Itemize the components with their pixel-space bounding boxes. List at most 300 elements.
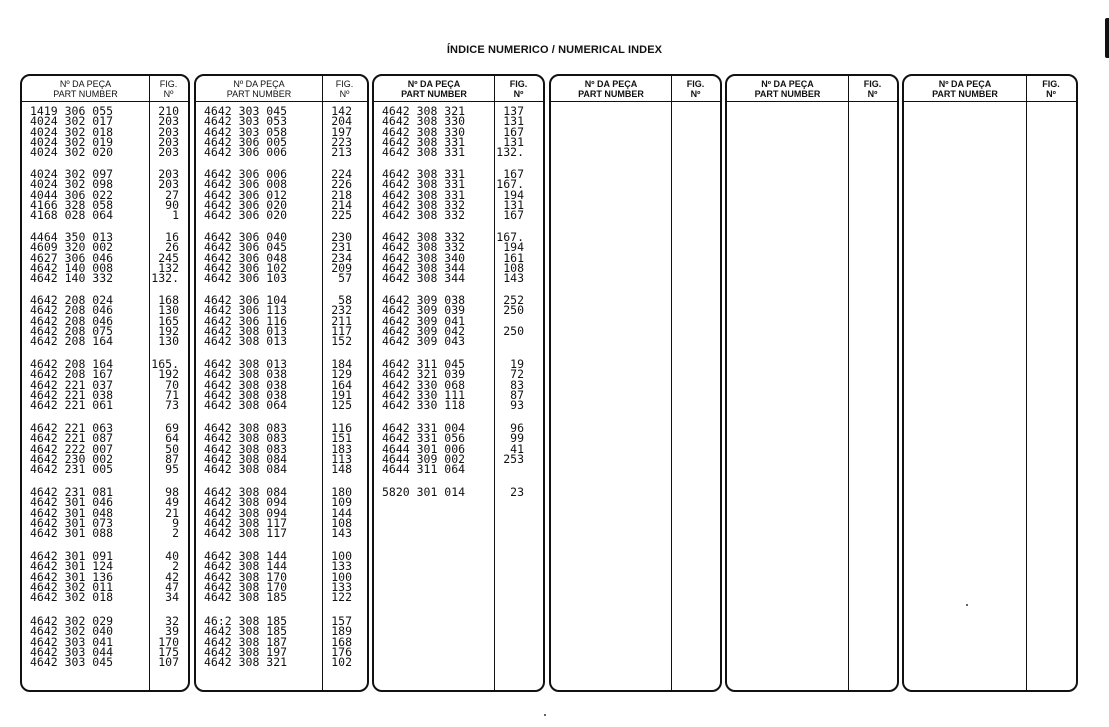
- index-row: [22, 398, 188, 413]
- index-row: [196, 462, 367, 477]
- part-number: 4642 208 164: [30, 334, 114, 349]
- fig-number: 225: [331, 208, 352, 223]
- fig-number: 234: [331, 250, 352, 265]
- part-number: 4642 308 084: [204, 451, 288, 466]
- part-number: 4642 301 073: [30, 515, 114, 530]
- fig-number: 252: [503, 293, 524, 307]
- entry-group: [374, 167, 543, 223]
- part-number: 4642 230 002: [30, 451, 114, 466]
- index-row: [374, 271, 543, 286]
- fig-number: 73: [165, 398, 179, 413]
- index-column-6: [902, 74, 1078, 692]
- entry-group: [22, 614, 188, 670]
- entry-group: [22, 167, 188, 223]
- fig-number: 132.: [151, 271, 179, 286]
- part-number: 4642 308 332: [382, 230, 466, 244]
- index-row: [22, 145, 188, 160]
- entry-group: [22, 549, 188, 605]
- fig-number: 40: [165, 549, 179, 563]
- fig-number: 250: [503, 323, 524, 338]
- part-number: 4642 308 332: [382, 197, 466, 212]
- fig-number: 69: [165, 421, 179, 435]
- part-number: 4642 308 185: [204, 624, 288, 639]
- fig-number: 87: [510, 387, 524, 402]
- fig-number: 191: [331, 387, 352, 402]
- entry-group: [196, 167, 367, 223]
- part-number: 4642 306 104: [204, 293, 288, 307]
- column-divider: [848, 76, 849, 690]
- part-number: 4642 308 038: [204, 377, 288, 392]
- fig-header-no: Nº: [513, 89, 524, 99]
- part-number: 4642 308 038: [204, 367, 288, 382]
- fig-number: 125: [331, 398, 352, 413]
- index-column-1: [20, 74, 190, 692]
- part-number: 4627 306 046: [30, 250, 114, 265]
- part-number: 4642 308 331: [382, 177, 466, 192]
- fig-number: 183: [331, 441, 352, 456]
- part-number: 4642 308 197: [204, 644, 288, 659]
- fig-number: 122: [331, 590, 352, 605]
- fig-number: 167.: [496, 177, 524, 192]
- part-number: 4642 308 340: [382, 250, 466, 265]
- part-number: 4644 311 064: [382, 462, 466, 477]
- index-row: [374, 334, 543, 349]
- part-number: 4642 308 083: [204, 431, 288, 446]
- fig-number: 26: [165, 240, 179, 255]
- fig-number: 108: [331, 515, 352, 530]
- fig-number: 167: [503, 208, 524, 223]
- part-number: 4642 308 331: [382, 145, 466, 160]
- page-edge-mark: [1105, 18, 1109, 58]
- part-number: 4642 308 083: [204, 421, 288, 435]
- part-number-header: [727, 79, 848, 99]
- part-number-header-en: PART NUMBER: [53, 89, 118, 99]
- part-number: 4642 308 094: [204, 505, 288, 520]
- index-row: [22, 462, 188, 477]
- fig-number: 230: [331, 230, 352, 244]
- part-number: 4642 331 056: [382, 431, 466, 446]
- fig-number: 133: [331, 579, 352, 594]
- entry-group: [22, 293, 188, 349]
- part-number: 4609 320 002: [30, 240, 114, 255]
- fig-number: 165.: [151, 357, 179, 371]
- fig-number: 34: [165, 590, 179, 605]
- part-number: 4642 306 005: [204, 134, 288, 149]
- part-number: 4642 308 084: [204, 462, 288, 477]
- fig-number: 93: [510, 398, 524, 413]
- index-row: [196, 208, 367, 223]
- fig-header-no: Nº: [867, 89, 878, 99]
- part-number-header-en: PART NUMBER: [754, 89, 821, 99]
- part-number: 4024 302 018: [30, 124, 114, 139]
- entry-group: [374, 104, 543, 160]
- index-column-5: [725, 74, 899, 692]
- part-number: 4642 330 068: [382, 377, 466, 392]
- part-number: 4642 303 044: [30, 644, 114, 659]
- part-number: 4642 306 008: [204, 177, 288, 192]
- fig-number-header: [322, 79, 367, 99]
- fig-number: 129: [331, 367, 352, 382]
- part-number: 4642 302 040: [30, 624, 114, 639]
- part-number-header-pt: Nº DA PEÇA: [407, 79, 461, 89]
- part-number-header: [22, 79, 149, 99]
- fig-number: 132.: [496, 145, 524, 160]
- fig-number: 180: [331, 485, 352, 499]
- part-number: 4642 308 185: [204, 590, 288, 605]
- fig-number: 203: [158, 114, 179, 129]
- fig-number: 203: [158, 134, 179, 149]
- part-number: 4642 301 124: [30, 559, 114, 574]
- fig-number: 253: [503, 451, 524, 466]
- fig-number: 168: [331, 634, 352, 649]
- fig-header-no: Nº: [690, 89, 701, 99]
- fig-number: 226: [331, 177, 352, 192]
- part-number: 4644 301 006: [382, 441, 466, 456]
- fig-number: 32: [165, 614, 179, 628]
- part-number-header: [904, 79, 1026, 99]
- part-number: 4166 328 058: [30, 197, 114, 212]
- fig-number: 42: [165, 569, 179, 584]
- fig-number: 223: [331, 134, 352, 149]
- fig-number: 165: [158, 313, 179, 328]
- speck: [544, 714, 546, 716]
- fig-number: 113: [331, 451, 352, 466]
- part-number: 4642 208 167: [30, 367, 114, 382]
- fig-number: 64: [165, 431, 179, 446]
- fig-number: 194: [503, 240, 524, 255]
- part-number: 4642 330 118: [382, 398, 466, 413]
- fig-number: 143: [331, 526, 352, 541]
- fig-number-header: [494, 79, 543, 99]
- entry-group: [374, 230, 543, 286]
- fig-number: 41: [510, 441, 524, 456]
- fig-number: 211: [331, 313, 352, 328]
- fig-number: 90: [165, 197, 179, 212]
- part-number: 4024 302 098: [30, 177, 114, 192]
- part-number-header: [196, 79, 322, 99]
- entry-group: [196, 357, 367, 413]
- part-number: 4642 208 046: [30, 313, 114, 328]
- fig-number: 157: [331, 614, 352, 628]
- part-number: 4642 308 117: [204, 515, 288, 530]
- index-row: [374, 145, 543, 160]
- fig-number: 167.: [496, 230, 524, 244]
- fig-number: 16: [165, 230, 179, 244]
- part-number: 4642 306 116: [204, 313, 288, 328]
- part-number: 4044 306 022: [30, 187, 114, 202]
- part-number: 4644 309 002: [382, 451, 466, 466]
- fig-number: 96: [510, 421, 524, 435]
- part-number: 4642 221 037: [30, 377, 114, 392]
- entry-group: [196, 293, 367, 349]
- fig-number-header: [149, 79, 188, 99]
- index-row: [22, 208, 188, 223]
- fig-number: 116: [331, 421, 352, 435]
- entry-group: [374, 357, 543, 413]
- fig-number: 189: [331, 624, 352, 639]
- part-number-header-pt: Nº DA PEÇA: [761, 79, 814, 89]
- fig-number: 109: [331, 495, 352, 510]
- fig-number: 204: [331, 114, 352, 129]
- fig-number: 72: [510, 367, 524, 382]
- part-number-header-en: PART NUMBER: [578, 89, 644, 99]
- header-rule: [904, 101, 1076, 102]
- fig-number: 2: [172, 559, 179, 574]
- fig-number: 107: [158, 655, 179, 670]
- fig-number-header: [1026, 79, 1076, 99]
- part-number: 4642 208 075: [30, 323, 114, 338]
- index-row: [196, 398, 367, 413]
- index-row: [196, 655, 367, 670]
- part-number: 4642 308 094: [204, 495, 288, 510]
- fig-number: 192: [158, 367, 179, 382]
- part-number: 4642 308 038: [204, 387, 288, 402]
- fig-number: 152: [331, 334, 352, 349]
- fig-header-label: FIG.: [335, 79, 354, 89]
- part-number: 4642 331 004: [382, 421, 466, 435]
- fig-number: 245: [158, 250, 179, 265]
- part-number-header-en: PART NUMBER: [932, 89, 998, 99]
- index-row: [22, 271, 188, 286]
- part-number: 4642 308 170: [204, 579, 288, 594]
- fig-number: 192: [158, 323, 179, 338]
- part-number: 1419 306 055: [30, 104, 114, 118]
- fig-number: 1: [172, 208, 179, 223]
- part-number: 4642 308 083: [204, 441, 288, 456]
- part-number: 4642 308 331: [382, 167, 466, 181]
- fig-number: 87: [165, 451, 179, 466]
- part-number: 4642 303 053: [204, 114, 288, 129]
- part-number: 4642 308 144: [204, 559, 288, 574]
- part-number-header: [551, 79, 671, 99]
- column-divider: [1026, 76, 1027, 690]
- part-number: 4642 309 042: [382, 323, 466, 338]
- part-number: 46:2 308 185: [204, 614, 288, 628]
- entry-group: [196, 485, 367, 541]
- fig-number: 232: [331, 303, 352, 318]
- part-number: 4642 308 330: [382, 114, 466, 129]
- fig-number: 50: [165, 441, 179, 456]
- part-number: 4642 308 084: [204, 485, 288, 499]
- index-row: [196, 271, 367, 286]
- index-row: [374, 208, 543, 223]
- part-number: 4642 231 081: [30, 485, 114, 499]
- fig-header-label: FIG.: [686, 79, 705, 89]
- index-row: [196, 526, 367, 541]
- part-number: 4642 309 041: [382, 313, 466, 328]
- fig-number: 148: [331, 462, 352, 477]
- index-row: [22, 334, 188, 349]
- fig-number: 102: [331, 655, 352, 670]
- part-number: 4642 221 087: [30, 431, 114, 446]
- fig-number: 58: [338, 293, 352, 307]
- index-row: [374, 462, 543, 477]
- index-row: [374, 398, 543, 413]
- entry-group: [374, 293, 543, 349]
- part-number: 4642 231 005: [30, 462, 114, 477]
- part-number: 4642 330 111: [382, 387, 466, 402]
- fig-number: 231: [331, 240, 352, 255]
- part-number: 4642 140 332: [30, 271, 114, 286]
- entry-group: [22, 104, 188, 160]
- fig-header-label: FIG.: [863, 79, 882, 89]
- index-row: [374, 487, 543, 497]
- part-number: 5820 301 014: [382, 485, 466, 499]
- part-number: 4642 309 043: [382, 334, 466, 349]
- page-title: ÍNDICE NUMERICO / NUMERICAL INDEX: [446, 44, 663, 56]
- part-number: 4642 308 321: [382, 104, 466, 118]
- header-rule: [727, 101, 897, 102]
- fig-header-label: FIG.: [159, 79, 178, 89]
- part-number: 4642 306 012: [204, 187, 288, 202]
- fig-number: 131: [503, 197, 524, 212]
- index-column-2: [194, 74, 369, 692]
- fig-number: 27: [165, 187, 179, 202]
- part-number: 4642 306 048: [204, 250, 288, 265]
- fig-number: 98: [165, 485, 179, 499]
- part-number: 4642 308 331: [382, 134, 466, 149]
- part-number: 4642 302 011: [30, 579, 114, 594]
- fig-number: 57: [338, 271, 352, 286]
- fig-number: 161: [503, 250, 524, 265]
- part-number: 4024 302 019: [30, 134, 114, 149]
- fig-number: 209: [331, 260, 352, 275]
- fig-number: 47: [165, 579, 179, 594]
- index-row: [196, 145, 367, 160]
- part-number: 4464 350 013: [30, 230, 114, 244]
- part-number: 4642 308 332: [382, 208, 466, 223]
- part-number: 4024 302 097: [30, 167, 114, 181]
- fig-number: 168: [158, 293, 179, 307]
- fig-number: 71: [165, 387, 179, 402]
- fig-number: 49: [165, 495, 179, 510]
- part-number: 4642 308 117: [204, 526, 288, 541]
- part-number: 4642 222 007: [30, 441, 114, 456]
- entry-group: [374, 421, 543, 477]
- fig-number: 130: [158, 334, 179, 349]
- index-row: [196, 334, 367, 349]
- part-number: 4642 303 045: [30, 655, 114, 670]
- part-number: 4642 221 063: [30, 421, 114, 435]
- fig-number: 99: [510, 431, 524, 446]
- entry-group: [196, 230, 367, 286]
- part-number: 4642 221 038: [30, 387, 114, 402]
- fig-number: 184: [331, 357, 352, 371]
- fig-header-label: FIG.: [1042, 79, 1060, 89]
- fig-number: 137: [503, 104, 524, 118]
- part-number: 4642 208 046: [30, 303, 114, 318]
- part-number: 4642 308 170: [204, 569, 288, 584]
- fig-number: 95: [165, 462, 179, 477]
- fig-number: 23: [510, 485, 524, 499]
- entry-group: [196, 614, 367, 670]
- part-number: 4642 308 144: [204, 549, 288, 563]
- part-number: 4642 308 332: [382, 240, 466, 255]
- fig-number: 167: [503, 124, 524, 139]
- part-number-header: [374, 79, 494, 99]
- fig-number: 9: [172, 515, 179, 530]
- header-rule: [551, 101, 720, 102]
- fig-number: 167: [503, 167, 524, 181]
- part-number-header-pt: Nº DA PEÇA: [59, 79, 112, 89]
- part-number: 4168 028 064: [30, 208, 114, 223]
- fig-number: 144: [331, 505, 352, 520]
- index-column-4: [549, 74, 722, 692]
- part-number: 4642 308 344: [382, 271, 466, 286]
- part-number: 4642 306 113: [204, 303, 288, 318]
- entry-group: [196, 549, 367, 605]
- fig-number: 194: [503, 187, 524, 202]
- fig-number: 117: [331, 323, 352, 338]
- part-number-header-pt: Nº DA PEÇA: [584, 79, 638, 89]
- index-column-3: [372, 74, 545, 692]
- fig-number: 131: [503, 114, 524, 129]
- fig-number: 70: [165, 377, 179, 392]
- part-number: 4642 301 136: [30, 569, 114, 584]
- part-number: 4642 301 091: [30, 549, 114, 563]
- part-number: 4642 303 041: [30, 634, 114, 649]
- part-number: 4642 321 039: [382, 367, 466, 382]
- header-rule: [196, 101, 367, 102]
- header-rule: [374, 101, 543, 102]
- part-number: 4642 306 045: [204, 240, 288, 255]
- fig-number: 176: [331, 644, 352, 659]
- part-number-header-pt: Nº DA PEÇA: [233, 79, 285, 89]
- entry-group: [196, 104, 367, 160]
- fig-number: 108: [503, 260, 524, 275]
- fig-number: 175: [158, 644, 179, 659]
- part-number: 4642 301 088: [30, 526, 114, 541]
- part-number: 4642 308 187: [204, 634, 288, 649]
- fig-number: 132: [158, 260, 179, 275]
- fig-number: 214: [331, 197, 352, 212]
- fig-number: 170: [158, 634, 179, 649]
- part-number: 4642 308 321: [204, 655, 288, 670]
- entry-group: [22, 230, 188, 286]
- part-number: 4642 309 039: [382, 303, 466, 318]
- part-number: 4642 308 064: [204, 398, 288, 413]
- part-number: 4642 308 331: [382, 187, 466, 202]
- fig-number: 130: [158, 303, 179, 318]
- part-number: 4642 208 164: [30, 357, 114, 371]
- part-number: 4642 308 013: [204, 323, 288, 338]
- column-divider: [671, 76, 672, 690]
- part-number: 4642 308 330: [382, 124, 466, 139]
- part-number: 4642 303 058: [204, 124, 288, 139]
- index-row: [22, 655, 188, 670]
- fig-number: 100: [331, 549, 352, 563]
- fig-number: 203: [158, 167, 179, 181]
- fig-number-header: [848, 79, 897, 99]
- part-number: 4642 311 045: [382, 357, 466, 371]
- entry-group: [374, 487, 543, 497]
- entry-group: [196, 421, 367, 477]
- part-number: 4642 306 103: [204, 271, 288, 286]
- entry-group: [22, 421, 188, 477]
- fig-number: 210: [158, 104, 179, 118]
- fig-header-label: FIG.: [509, 79, 528, 89]
- index-row: [22, 526, 188, 541]
- part-number: 4642 308 013: [204, 357, 288, 371]
- fig-number: 164: [331, 377, 352, 392]
- part-number: 4642 306 040: [204, 230, 288, 244]
- part-number-header-en: PART NUMBER: [401, 89, 467, 99]
- fig-number: 143: [503, 271, 524, 286]
- fig-number: 142: [331, 104, 352, 118]
- part-number-header-en: PART NUMBER: [226, 89, 292, 99]
- fig-number: 83: [510, 377, 524, 392]
- part-number: 4642 301 046: [30, 495, 114, 510]
